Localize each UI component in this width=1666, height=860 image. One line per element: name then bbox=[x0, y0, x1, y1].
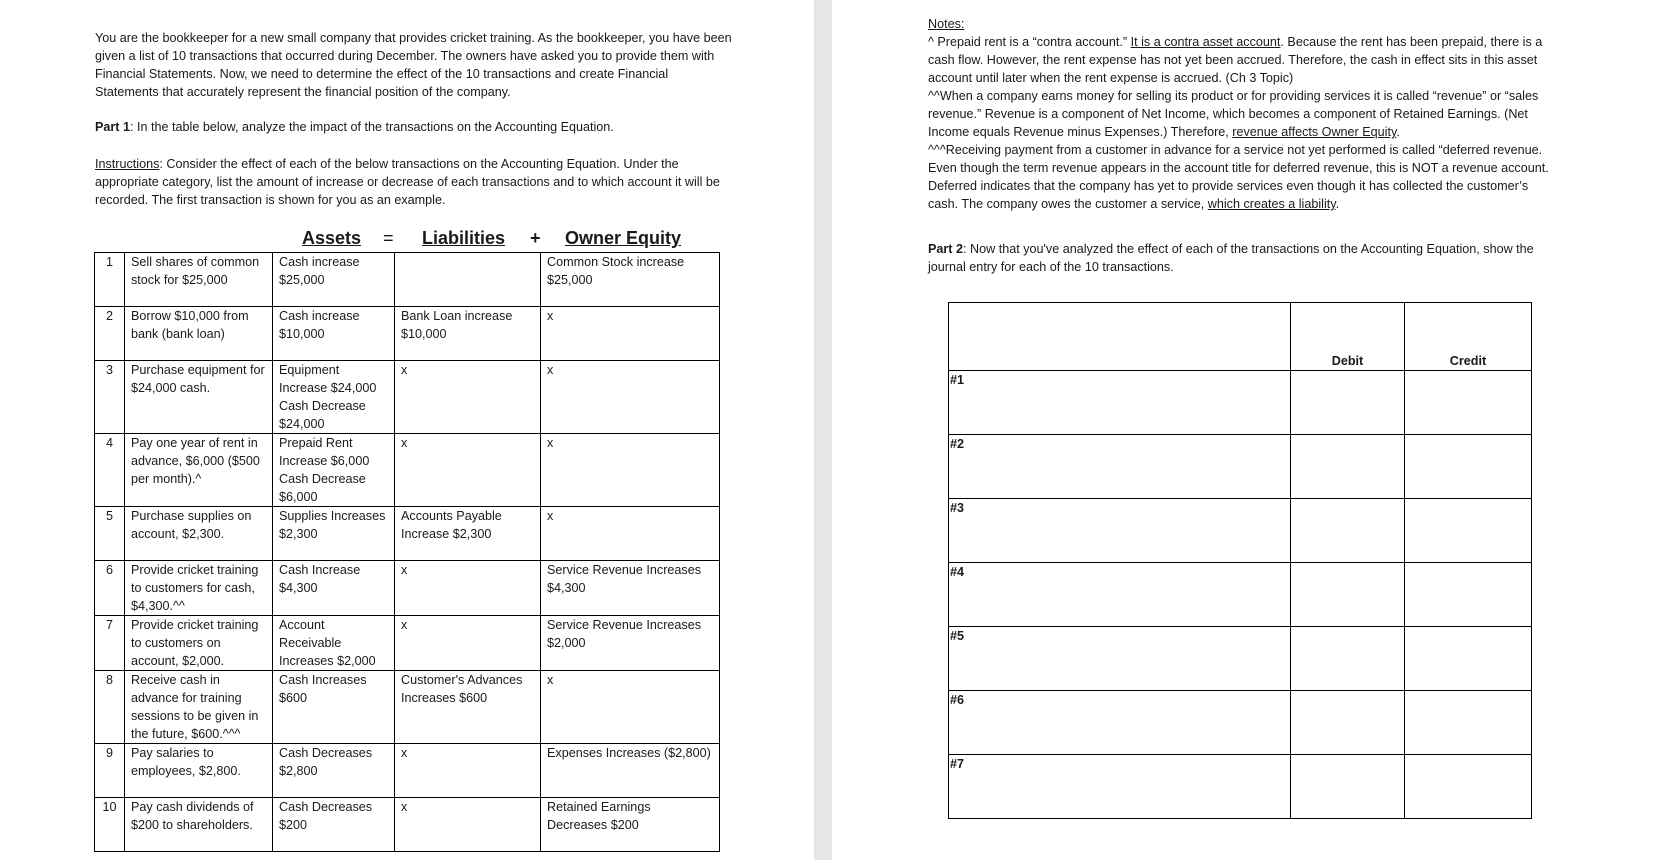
credit-cell[interactable] bbox=[1405, 755, 1532, 819]
owner-equity-cell: x bbox=[541, 434, 720, 507]
liabilities-cell: x bbox=[395, 434, 541, 507]
liabilities-cell: x bbox=[395, 561, 541, 616]
assets-cell: Cash Decreases $200 bbox=[273, 798, 395, 852]
transaction-number: 8 bbox=[95, 671, 125, 744]
journal-entry-label: #2 bbox=[949, 435, 1291, 499]
owner-equity-cell: Service Revenue Increases $2,000 bbox=[541, 616, 720, 671]
owner-equity-cell: Expenses Increases ($2,800) bbox=[541, 744, 720, 798]
transaction-description: Receive cash in advance for training sessions to be given in the future, $600.^^^ bbox=[125, 671, 273, 744]
owner-equity-cell: Service Revenue Increases $4,300 bbox=[541, 561, 720, 616]
transactions-table bbox=[94, 252, 720, 852]
equation-liabilities: Liabilities bbox=[422, 228, 506, 248]
note1-text-b: . Because the rent has been prepaid, there is a cash flow. However, the rent expense has not yet been accrued. Therefore, the cash in effect sits in this asset account until later when the rent expense is accrued. (Ch 3 Topic) bbox=[928, 35, 1543, 85]
owner-equity-cell: x bbox=[541, 507, 720, 561]
transaction-row bbox=[95, 798, 720, 852]
owner-equity-cell: Common Stock increase $25,000 bbox=[541, 253, 720, 307]
debit-cell[interactable] bbox=[1291, 499, 1405, 563]
assets-cell: Supplies Increases $2,300 bbox=[273, 507, 395, 561]
journal-entry-table bbox=[948, 302, 1532, 819]
right-page bbox=[832, 0, 1666, 860]
owner-equity-cell: x bbox=[541, 361, 720, 434]
transaction-row bbox=[95, 744, 720, 798]
transaction-row bbox=[95, 307, 720, 361]
assets-cell: Cash increase $10,000 bbox=[273, 307, 395, 361]
notes-title: Notes: bbox=[928, 17, 965, 31]
transaction-number: 7 bbox=[95, 616, 125, 671]
assets-cell: Account Receivable Increases $2,000 bbox=[273, 616, 395, 671]
note3-text-a: ^^^Receiving payment from a customer in advance for a service not yet performed is called “deferred revenue. Even though the term revenue appears in the account title for deferred revenue, this is NOT a revenue account. Deferred indicates that the company has yet to provide services even though it has collected the customer’s cash. The company owes the customer a service, bbox=[928, 143, 1549, 211]
journal-entry-row bbox=[949, 435, 1532, 499]
transaction-number: 9 bbox=[95, 744, 125, 798]
equation-equals: = bbox=[383, 228, 394, 248]
note-deferred-revenue bbox=[928, 141, 1553, 213]
part2-text: : Now that you've analyzed the effect of each of the transactions on the Accounting Equation, show the journal entry for each of the 10 transactions. bbox=[928, 242, 1534, 274]
owner-equity-cell: Retained Earnings Decreases $200 bbox=[541, 798, 720, 852]
assets-cell: Prepaid Rent Increase $6,000 Cash Decrease $6,000 bbox=[273, 434, 395, 507]
journal-entry-row bbox=[949, 627, 1532, 691]
accounting-equation-header bbox=[95, 228, 720, 252]
credit-cell[interactable] bbox=[1405, 627, 1532, 691]
debit-cell[interactable] bbox=[1291, 371, 1405, 435]
notes-section bbox=[928, 15, 1553, 213]
journal-header-row bbox=[949, 303, 1532, 371]
journal-entry-label: #5 bbox=[949, 627, 1291, 691]
assets-cell: Cash increase $25,000 bbox=[273, 253, 395, 307]
note-prepaid-rent bbox=[928, 33, 1553, 87]
liabilities-cell: Accounts Payable Increase $2,300 bbox=[395, 507, 541, 561]
liabilities-cell bbox=[395, 253, 541, 307]
liabilities-cell: x bbox=[395, 616, 541, 671]
equation-owner-equity: Owner Equity bbox=[565, 228, 682, 248]
liabilities-cell: Customer's Advances Increases $600 bbox=[395, 671, 541, 744]
note2-text-b: . bbox=[1396, 125, 1400, 139]
note1-text-a: ^ Prepaid rent is a “contra account.” bbox=[928, 35, 1131, 49]
note3-text-b: . bbox=[1335, 197, 1340, 211]
journal-entry-label: #1 bbox=[949, 371, 1291, 435]
liabilities-cell: x bbox=[395, 798, 541, 852]
equation-plus: + bbox=[530, 228, 541, 248]
part1-label: Part 1 bbox=[95, 120, 131, 134]
transaction-description: Pay salaries to employees, $2,800. bbox=[125, 744, 273, 798]
liabilities-cell: x bbox=[395, 744, 541, 798]
transaction-number: 6 bbox=[95, 561, 125, 616]
debit-cell[interactable] bbox=[1291, 563, 1405, 627]
transaction-row bbox=[95, 434, 720, 507]
transaction-description: Sell shares of common stock for $25,000 bbox=[125, 253, 273, 307]
credit-cell[interactable] bbox=[1405, 563, 1532, 627]
debit-cell[interactable] bbox=[1291, 435, 1405, 499]
transaction-description: Provide cricket training to customers on account, $2,000. bbox=[125, 616, 273, 671]
transaction-row bbox=[95, 616, 720, 671]
transaction-description: Purchase equipment for $24,000 cash. bbox=[125, 361, 273, 434]
transaction-row bbox=[95, 253, 720, 307]
journal-entry-row bbox=[949, 563, 1532, 627]
note1-underlined: It is a contra asset account bbox=[1130, 35, 1281, 49]
transaction-description: Borrow $10,000 from bank (bank loan) bbox=[125, 307, 273, 361]
equation-assets: Assets bbox=[302, 228, 362, 248]
assets-cell: Cash Increase $4,300 bbox=[273, 561, 395, 616]
assets-cell: Cash Decreases $2,800 bbox=[273, 744, 395, 798]
transaction-number: 1 bbox=[95, 253, 125, 307]
transaction-row bbox=[95, 361, 720, 434]
assets-cell: Equipment Increase $24,000 Cash Decrease $24,000 bbox=[273, 361, 395, 434]
liabilities-cell: Bank Loan increase $10,000 bbox=[395, 307, 541, 361]
credit-cell[interactable] bbox=[1405, 371, 1532, 435]
credit-cell[interactable] bbox=[1405, 499, 1532, 563]
note2-underlined: revenue affects Owner Equity bbox=[1232, 125, 1397, 139]
journal-entry-label: #6 bbox=[949, 691, 1291, 755]
transaction-description: Provide cricket training to customers for cash, $4,300.^^ bbox=[125, 561, 273, 616]
transaction-description: Pay one year of rent in advance, $6,000 ($500 per month).^ bbox=[125, 434, 273, 507]
transaction-row bbox=[95, 671, 720, 744]
instructions-text: : Consider the effect of each of the below transactions on the Accounting Equation. Under the appropriate category, list the amount of increase or decrease of each transactions and to which account it will be recorded. The first transaction is shown for you as an example. bbox=[95, 157, 720, 207]
debit-cell[interactable] bbox=[1291, 691, 1405, 755]
part2-heading bbox=[928, 240, 1553, 276]
left-page bbox=[0, 0, 814, 860]
journal-entry-label: #7 bbox=[949, 755, 1291, 819]
part2-label: Part 2 bbox=[928, 242, 964, 256]
transaction-number: 3 bbox=[95, 361, 125, 434]
journal-entry-row bbox=[949, 371, 1532, 435]
owner-equity-cell: x bbox=[541, 671, 720, 744]
credit-cell[interactable] bbox=[1405, 435, 1532, 499]
intro-paragraph: You are the bookkeeper for a new small company that provides cricket training. As the bookkeeper, you have been given a list of 10 transactions that occurred during December. The owners have asked you to provide them with Financial Statements. Now, we need to determine the effect of the 10 transactions and create Financial Statements that accurately represent the financial position of the company. bbox=[95, 31, 732, 99]
debit-header: Debit bbox=[1291, 303, 1405, 371]
transaction-number: 5 bbox=[95, 507, 125, 561]
liabilities-cell: x bbox=[395, 361, 541, 434]
assets-cell: Cash Increases $600 bbox=[273, 671, 395, 744]
transaction-description: Pay cash dividends of $200 to shareholders. bbox=[125, 798, 273, 852]
transaction-description: Purchase supplies on account, $2,300. bbox=[125, 507, 273, 561]
journal-entry-label: #3 bbox=[949, 499, 1291, 563]
debit-cell[interactable] bbox=[1291, 755, 1405, 819]
journal-entry-row bbox=[949, 691, 1532, 755]
part1-heading bbox=[95, 118, 735, 136]
transaction-number: 2 bbox=[95, 307, 125, 361]
transaction-row bbox=[95, 561, 720, 616]
note3-underlined: which creates a liability bbox=[1207, 197, 1336, 211]
debit-cell[interactable] bbox=[1291, 627, 1405, 691]
note-revenue bbox=[928, 87, 1553, 141]
journal-entry-row bbox=[949, 755, 1532, 819]
credit-header: Credit bbox=[1405, 303, 1532, 371]
journal-entry-label: #4 bbox=[949, 563, 1291, 627]
instructions-label: Instructions bbox=[95, 157, 160, 171]
journal-header-blank bbox=[949, 303, 1291, 371]
owner-equity-cell: x bbox=[541, 307, 720, 361]
journal-entry-row bbox=[949, 499, 1532, 563]
note2-text-a: ^^When a company earns money for selling its product or for providing services it is called “revenue” or “sales revenue.” Revenue is a component of Net Income, which becomes a component of Retained Earnings. (Net Income equals Revenue minus Expenses.) Therefore, bbox=[928, 89, 1539, 139]
part1-text: : In the table below, analyze the impact of the transactions on the Accounting Equation. bbox=[130, 120, 614, 134]
instructions-paragraph bbox=[95, 155, 735, 209]
transaction-row bbox=[95, 507, 720, 561]
transaction-number: 10 bbox=[95, 798, 125, 852]
transaction-number: 4 bbox=[95, 434, 125, 507]
credit-cell[interactable] bbox=[1405, 691, 1532, 755]
